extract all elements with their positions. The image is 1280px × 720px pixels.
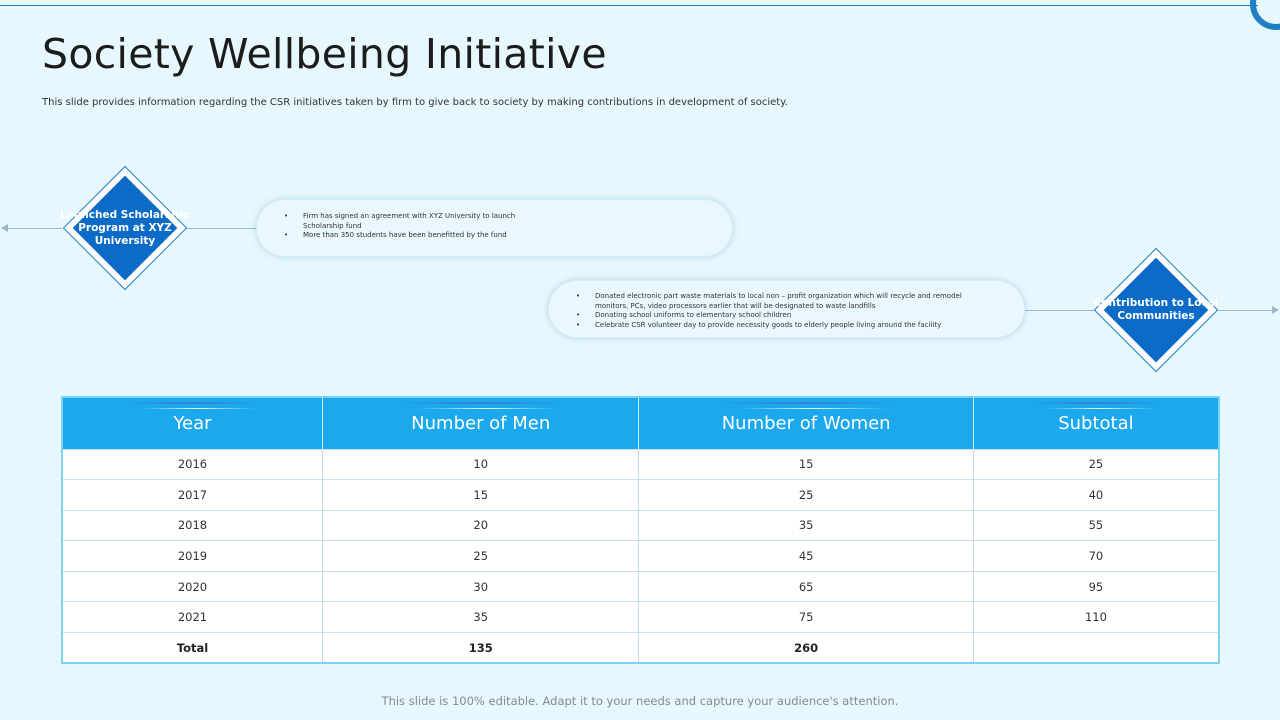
- milestone-label: Contribution to Local Communities: [1093, 297, 1219, 322]
- table-row: [62, 541, 1219, 572]
- cell-year: 2021: [62, 602, 323, 633]
- cell-year: 2019: [62, 541, 323, 572]
- footer-note: This slide is 100% editable. Adapt it to your needs and capture your audience's attention.: [381, 694, 899, 708]
- milestone-bubble-scholarship: [256, 199, 733, 257]
- cell-subtotal: 70: [973, 541, 1219, 572]
- column-header-subtotal: Subtotal: [973, 397, 1219, 449]
- column-header-year: Year: [62, 397, 323, 449]
- cell-subtotal: 95: [973, 571, 1219, 602]
- cell-men: 30: [323, 571, 639, 602]
- cell-total-women: 260: [639, 633, 973, 664]
- page-subtitle: This slide provides information regarding the CSR initiatives taken by firm to give back to society by making contributions in development of society.: [42, 97, 788, 108]
- bullet-item: • Firm has signed an agreement with XYZ University to launch Scholarship fund: [303, 212, 553, 231]
- column-header-women: Number of Women: [639, 397, 973, 449]
- timeline-line: [6, 228, 62, 229]
- page-title: Society Wellbeing Initiative: [42, 30, 607, 78]
- table-header-row: [62, 397, 1219, 449]
- cell-year: 2017: [62, 480, 323, 511]
- table-total-row: [62, 633, 1219, 664]
- milestone-label: Launched Scholarship Program at XYZ University: [60, 208, 190, 247]
- bullet-item: • More than 350 students have been benefitted by the fund: [303, 231, 712, 241]
- bullet-item: • Donating school uniforms to elementary school children: [595, 311, 1004, 321]
- cell-total-men: 135: [323, 633, 639, 664]
- milestone-bubble-communities: [548, 280, 1025, 338]
- cell-women: 15: [639, 449, 973, 480]
- cell-subtotal: 25: [973, 449, 1219, 480]
- cell-women: 75: [639, 602, 973, 633]
- top-divider-line: [0, 5, 1258, 6]
- cell-year: 2020: [62, 571, 323, 602]
- table-row: [62, 602, 1219, 633]
- cell-subtotal: 110: [973, 602, 1219, 633]
- table-row: [62, 571, 1219, 602]
- timeline-arrow-right-icon: [1272, 306, 1279, 314]
- wellbeing-table: [61, 396, 1220, 664]
- cell-men: 35: [323, 602, 639, 633]
- column-header-men: Number of Men: [323, 397, 639, 449]
- table-row: [62, 480, 1219, 511]
- cell-year: 2016: [62, 449, 323, 480]
- table-row: [62, 510, 1219, 541]
- milestone-diamond-communities: [1093, 266, 1219, 354]
- cell-subtotal: 40: [973, 480, 1219, 511]
- cell-men: 10: [323, 449, 639, 480]
- cell-total-label: Total: [62, 633, 323, 664]
- corner-circle-decoration: [1250, 0, 1280, 30]
- table-row: [62, 449, 1219, 480]
- cell-men: 20: [323, 510, 639, 541]
- cell-women: 45: [639, 541, 973, 572]
- bullet-item: • Celebrate CSR volunteer day to provide necessity goods to elderly people living around the facility: [595, 321, 1004, 331]
- bullet-item: • Donated electronic part waste materials to local non – profit organization which will recycle and remodel monitors, PCs, video processors earlier that will be designated to waste landfills: [595, 292, 985, 311]
- cell-men: 15: [323, 480, 639, 511]
- timeline-line: [1025, 310, 1095, 311]
- cell-women: 65: [639, 571, 973, 602]
- cell-total-subtotal: [973, 633, 1219, 664]
- timeline-line: [186, 228, 256, 229]
- cell-women: 35: [639, 510, 973, 541]
- cell-subtotal: 55: [973, 510, 1219, 541]
- timeline-line: [1218, 310, 1274, 311]
- milestone-diamond-scholarship: [60, 184, 190, 272]
- cell-women: 25: [639, 480, 973, 511]
- cell-year: 2018: [62, 510, 323, 541]
- cell-men: 25: [323, 541, 639, 572]
